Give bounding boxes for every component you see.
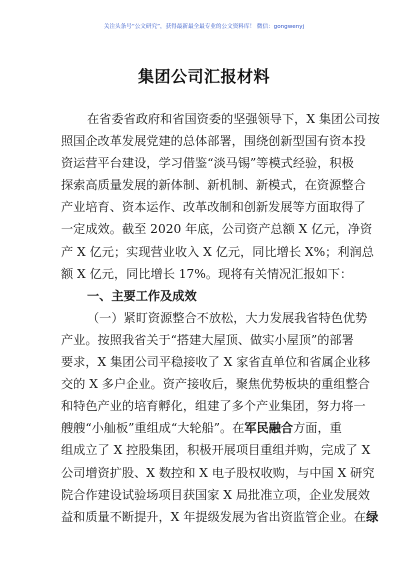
paragraph-line-mixed bbox=[61, 506, 379, 528]
section-paragraph bbox=[61, 307, 379, 528]
line-text: 方面，重 bbox=[293, 421, 342, 436]
paragraph-line: （一）紧盯资源整合不放松，大力发展我省特色优势 bbox=[87, 310, 368, 325]
line-text: 艘艘“小舢板”重组成“大轮船”。在 bbox=[61, 421, 245, 436]
intro-paragraph bbox=[61, 108, 380, 285]
paragraph-line: 额 X 亿元，同比增长 17%。现将有关情况汇报如下： bbox=[61, 266, 353, 281]
paragraph-line: 产业培育、资本运作、改革改制和创新发展等方面取得了 bbox=[61, 200, 366, 215]
paragraph-line: 一定成效。截至 2020 年底，公司资产总额 X 亿元，净资 bbox=[61, 222, 373, 237]
paragraph-line: 产业。按照我省关于“搭建大屋顶、做实小屋顶”的部署 bbox=[61, 332, 354, 347]
paragraph-line: 在省委省政府和省国资委的坚强领导下，X 集团公司按 bbox=[87, 112, 380, 126]
paragraph-line: 交的 X 多户企业。资产接收后，聚焦优势板块的重组整合 bbox=[61, 377, 370, 392]
paragraph-line: 探索高质量发展的新体制、新机制、新模式，在资源整合 bbox=[61, 178, 366, 193]
section-heading: 一、主要工作及成效 bbox=[87, 288, 197, 303]
header-banner: 关注头条号“公文研究”，获得最新最全最专业的公文资料库！ 微信：gongwenyj bbox=[103, 24, 305, 30]
paragraph-line: 院合作建设试验场项目获国家 X 局批准立项，企业发展效 bbox=[61, 487, 370, 502]
document-title: 集团公司汇报材料 bbox=[137, 67, 270, 86]
line-text: 益和质量不断提升，X 年提级发展为省出资监管企业。在 bbox=[61, 509, 367, 524]
paragraph-line: 照国企改革发展党建的总体部署，围绕创新型国有资本投 bbox=[61, 134, 366, 149]
document-body bbox=[61, 108, 380, 528]
paragraph-line: 产 X 亿元；实现营业收入 X 亿元，同比增长 X%；利润总 bbox=[61, 244, 374, 259]
paragraph-line: 公司增资扩股、X 数控和 X 电子股权收购，与中国 X 研究 bbox=[61, 465, 375, 480]
bold-keyword: 绿 bbox=[366, 509, 379, 524]
paragraph-line: 和特色产业的培育孵化，组建了多个产业集团，努力将一 bbox=[61, 399, 366, 414]
paragraph-line-mixed bbox=[61, 417, 351, 439]
paragraph-line: 资运营平台建设，学习借鉴“淡马锡”等模式经验，积极 bbox=[61, 156, 354, 171]
bold-keyword: 军民融合 bbox=[244, 421, 294, 436]
paragraph-line: 要求，X 集团公司平稳接收了 X 家省直单位和省属企业移 bbox=[61, 355, 371, 370]
paragraph-line: 组成立了 X 控股集团，积极开展项目重组并购，完成了 X bbox=[61, 443, 371, 458]
